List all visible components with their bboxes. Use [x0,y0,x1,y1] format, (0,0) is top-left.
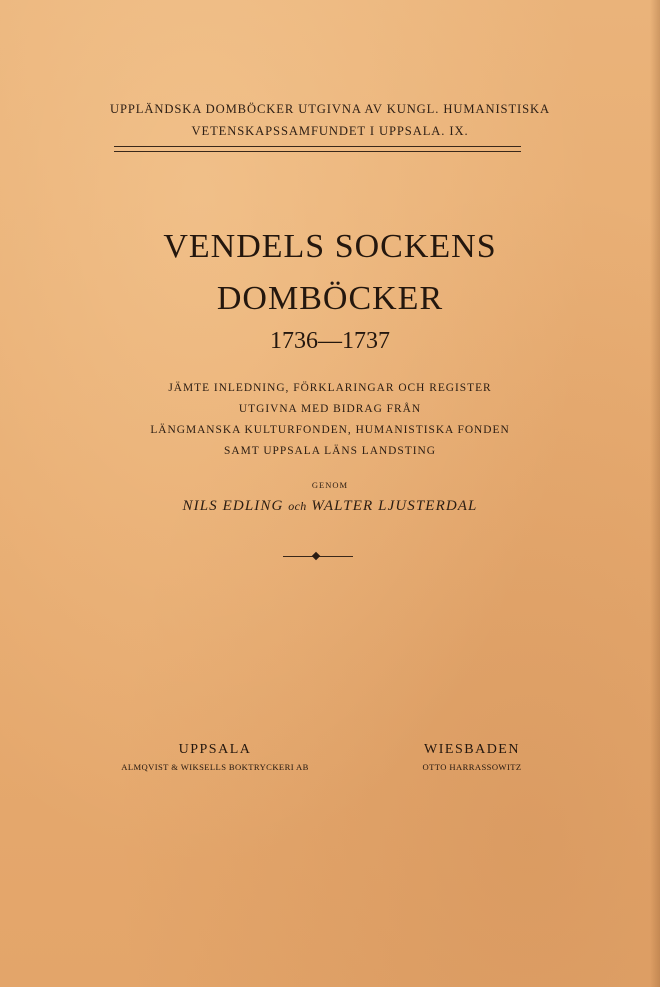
author-1: NILS EDLING [182,498,284,514]
title-line-2: DOMBÖCKER [216,280,444,317]
author-conjunction: och [288,499,307,513]
double-rule-divider [114,146,521,152]
ornament-diamond-icon [312,552,320,560]
series-line-2: VETENSKAPSSAMFUNDET I UPPSALA. IX. [191,124,469,138]
subtitle-line-1: JÄMTE INLEDNING, FÖRKLARINGAR OCH REGISTER [168,382,492,394]
imprint-left-publisher: ALMQVIST & WIKSELLS BOKTRYCKERI AB [121,762,309,772]
title-line-1: VENDELS SOCKENS [163,228,497,265]
imprint-left-city: UPPSALA [178,742,252,757]
imprint-right [413,742,531,772]
imprint-left [112,742,318,772]
title-years: 1736—1737 [270,328,390,354]
subtitle-line-2: UTGIVNA MED BIDRAG FRÅN [238,403,422,415]
imprint-right-publisher: OTTO HARRASSOWITZ [422,762,522,772]
subtitle-line-3: LÄNGMANSKA KULTURFONDEN, HUMANISTISKA FONDEN [150,424,510,436]
byline-genom: GENOM [311,480,349,490]
imprint-right-city: WIESBADEN [424,742,520,757]
author-2: WALTER LJUSTERDAL [311,498,478,514]
subtitle-line-4: SAMT UPPSALA LÄNS LANDSTING [224,445,436,457]
series-line-1: UPPLÄNDSKA DOMBÖCKER UTGIVNA AV KUNGL. HUMANISTISKA [109,102,551,116]
cover-edge-shadow [650,0,660,987]
authors-line [0,498,660,515]
